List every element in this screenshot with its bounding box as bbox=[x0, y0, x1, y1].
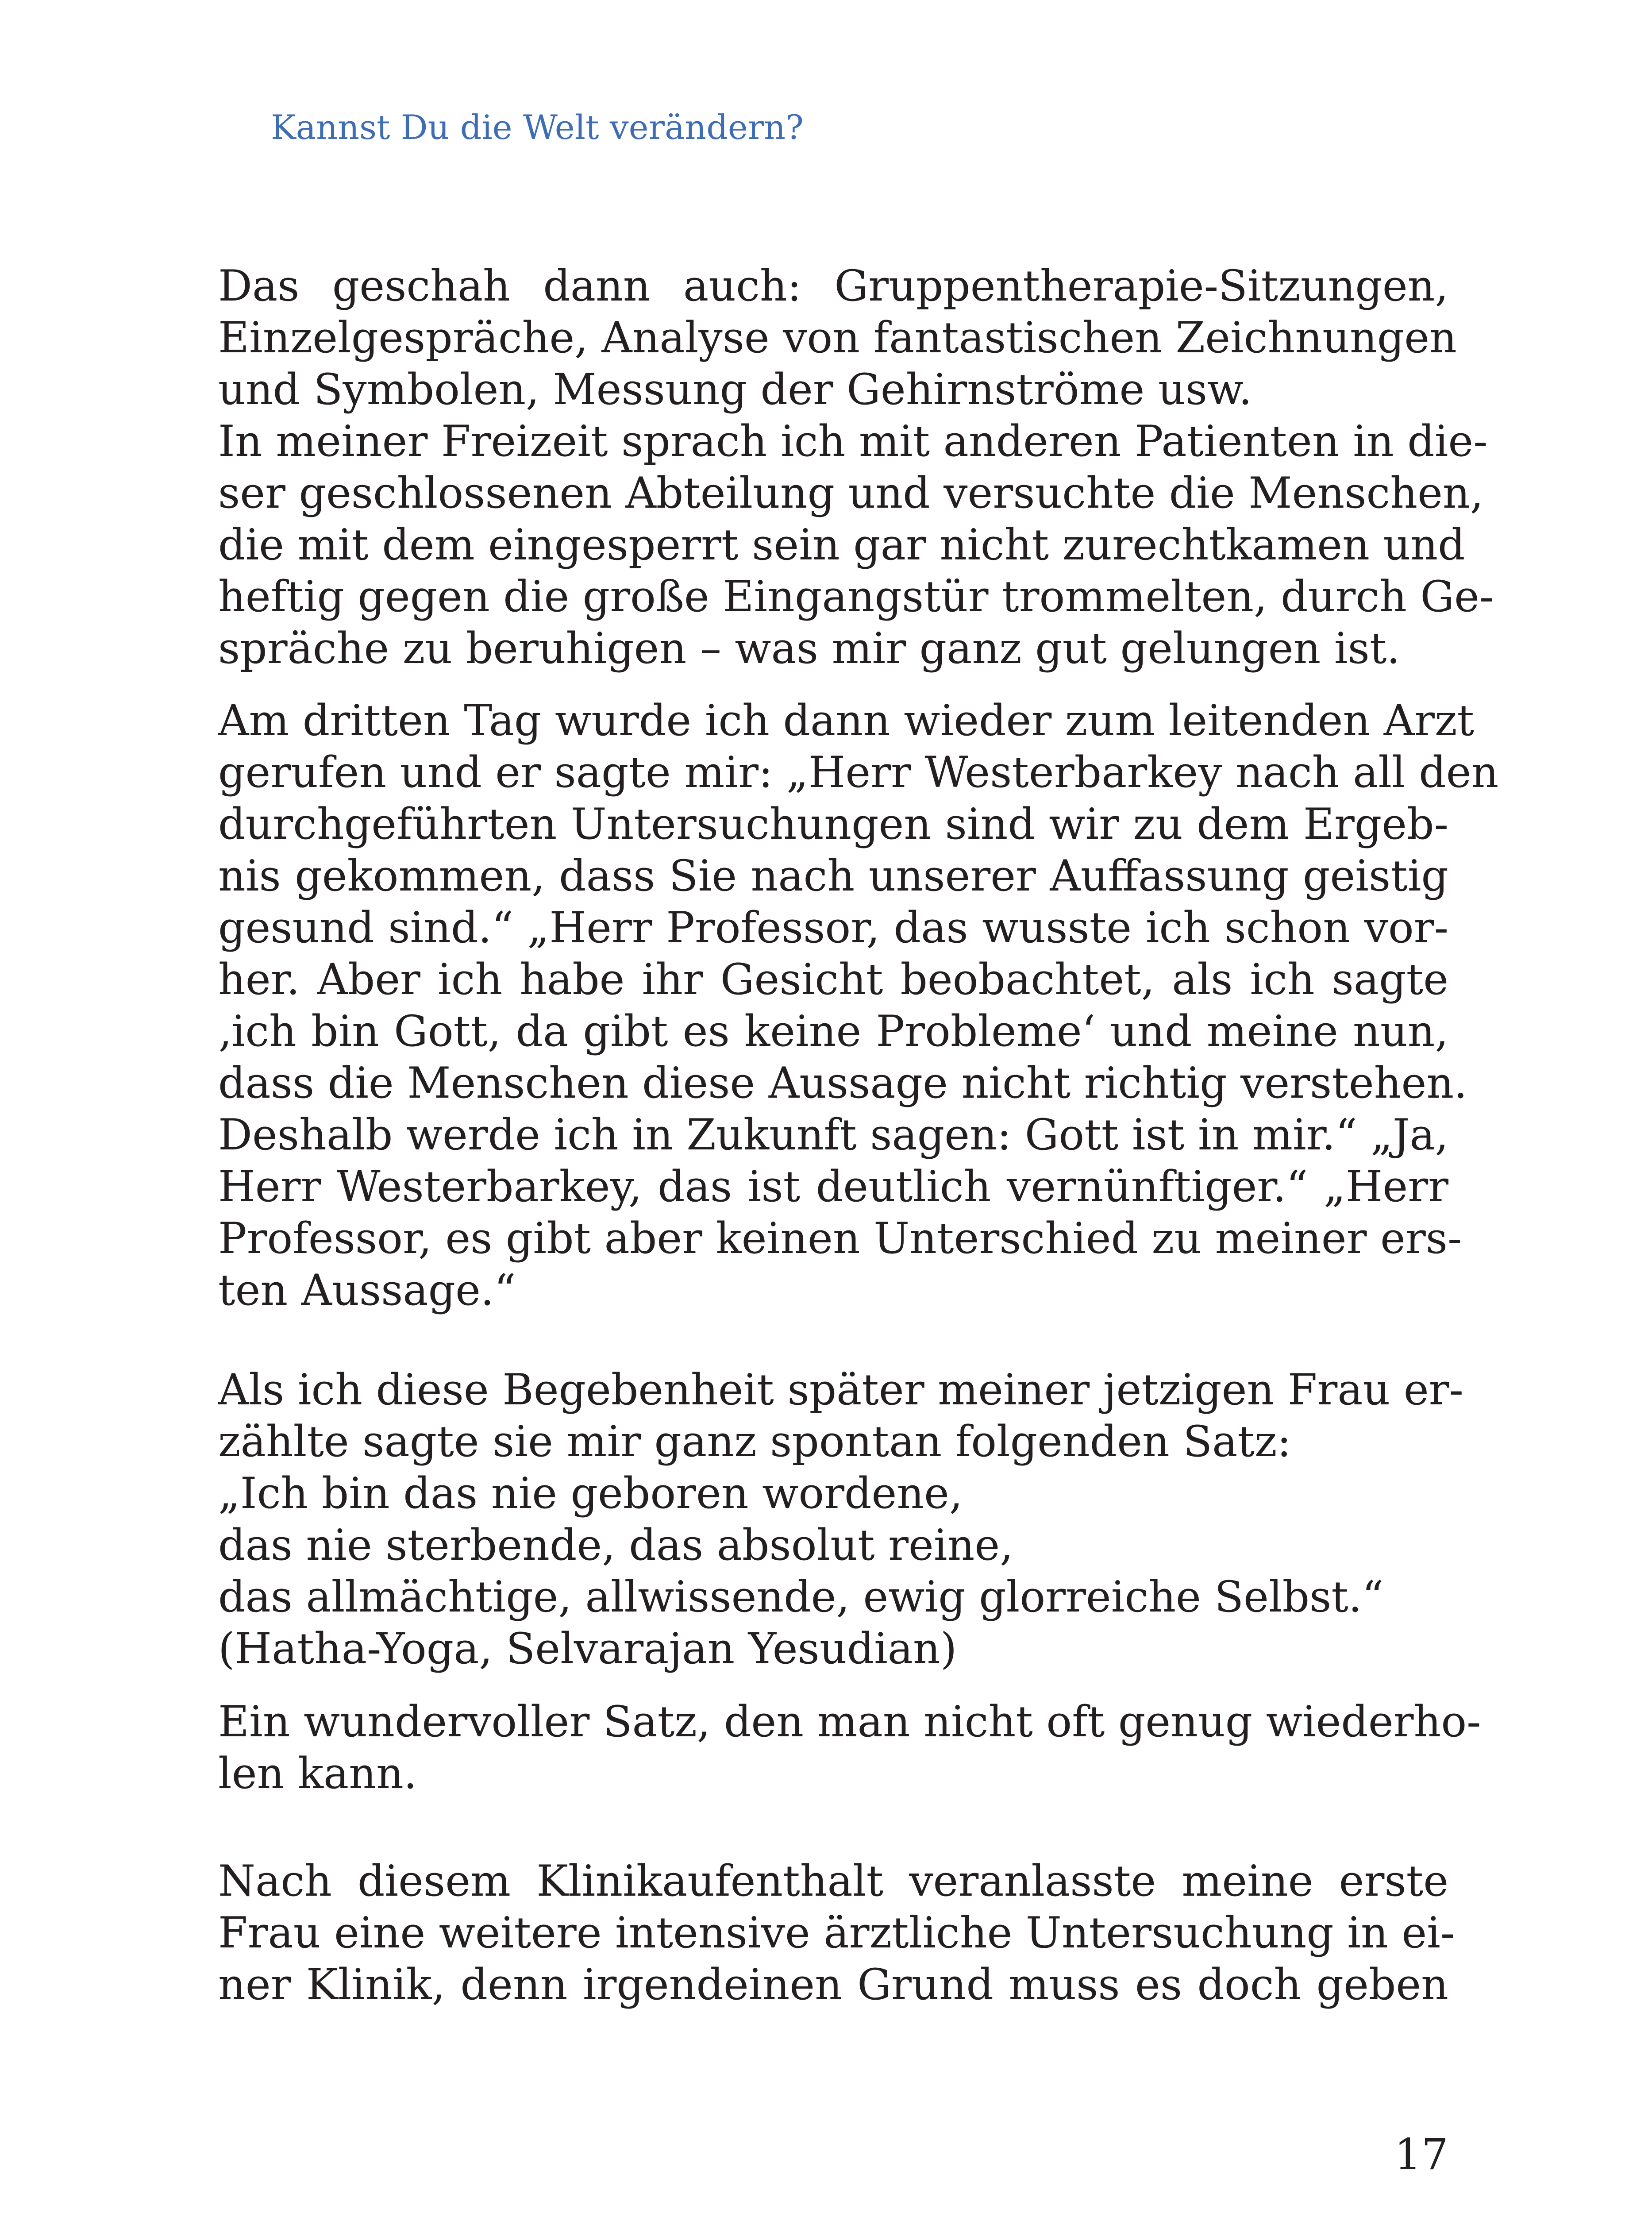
text-line: gerufen und er sagte mir: „Herr Westerbarkey nach all den bbox=[218, 748, 1499, 797]
quote-source: (Hatha-Yoga, Selvarajan Yesudian) bbox=[218, 1624, 957, 1673]
text-line: Das geschah dann auch: Gruppentherapie-Sitzungen, bbox=[218, 261, 1448, 311]
text-line: Als ich diese Begebenheit später meiner jetzigen Frau er- bbox=[218, 1365, 1463, 1415]
text-line: Professor, es gibt aber keinen Unterschied zu meiner ers- bbox=[218, 1214, 1462, 1263]
text-line: Am dritten Tag wurde ich dann wieder zum leitenden Arzt bbox=[218, 696, 1475, 745]
text-line: In meiner Freizeit sprach ich mit anderen Patienten in die- bbox=[218, 416, 1488, 466]
text-line: her. Aber ich habe ihr Gesicht beobachtet, als ich sagte bbox=[218, 955, 1448, 1004]
paragraph-1 bbox=[218, 260, 1457, 416]
text-line: ser geschlossenen Abteilung und versuchte die Menschen, bbox=[218, 468, 1484, 518]
quote-block bbox=[218, 1468, 1448, 1675]
text-line: Herr Westerbarkey, das ist deutlich vernünftiger.“ „Herr bbox=[218, 1162, 1448, 1211]
text-line: durchgeführten Untersuchungen sind wir zu dem Ergeb- bbox=[218, 799, 1448, 849]
paragraph-2 bbox=[218, 416, 1494, 675]
text-line: ner Klinik, denn irgendeinen Grund muss es doch geben bbox=[218, 1960, 1448, 2009]
quote-line: das allmächtige, allwissende, ewig glorreiche Selbst.“ bbox=[218, 1572, 1384, 1622]
text-line: Einzelgespräche, Analyse von fantastischen Zeichnungen bbox=[218, 313, 1457, 362]
text-line: Ein wundervoller Satz, den man nicht oft genug wiederho- bbox=[218, 1697, 1481, 1746]
running-header: Kannst Du die Welt verändern? bbox=[271, 108, 804, 147]
text-line: zählte sagte sie mir ganz spontan folgenden Satz: bbox=[218, 1417, 1291, 1466]
text-line: heftig gegen die große Eingangstür trommelten, durch Ge- bbox=[218, 572, 1494, 621]
text-line: ‚ich bin Gott, da gibt es keine Probleme‘ und meine nun, bbox=[218, 1006, 1448, 1056]
text-line: len kann. bbox=[218, 1749, 417, 1798]
text-line: Frau eine weitere intensive ärztliche Untersuchung in ei- bbox=[218, 1908, 1455, 1958]
paragraph-5 bbox=[218, 1696, 1481, 1800]
text-line: und Symbolen, Messung der Gehirnströme usw. bbox=[218, 365, 1252, 414]
quote-line: „Ich bin das nie geboren wordene, bbox=[218, 1469, 963, 1518]
paragraph-4 bbox=[218, 1364, 1463, 1468]
text-line: nis gekommen, dass Sie nach unserer Auffassung geistig bbox=[218, 851, 1448, 901]
paragraph-3 bbox=[218, 695, 1499, 1316]
text-line: die mit dem eingesperrt sein gar nicht zurechtkamen und bbox=[218, 520, 1465, 570]
text-line: ten Aussage.“ bbox=[218, 1265, 516, 1315]
text-line: spräche zu beruhigen – was mir ganz gut gelungen ist. bbox=[218, 624, 1400, 673]
text-line: dass die Menschen diese Aussage nicht richtig verstehen. bbox=[218, 1058, 1467, 1108]
paragraph-6 bbox=[218, 1855, 1455, 2011]
text-line: Deshalb werde ich in Zukunft sagen: Gott ist in mir.“ „Ja, bbox=[218, 1110, 1449, 1160]
quote-line: das nie sterbende, das absolut reine, bbox=[218, 1520, 1013, 1570]
page-number: 17 bbox=[1394, 2130, 1448, 2179]
text-line: gesund sind.“ „Herr Professor, das wusste ich schon vor- bbox=[218, 903, 1448, 952]
text-line: Nach diesem Klinikaufenthalt veranlasste meine erste bbox=[218, 1856, 1448, 1906]
